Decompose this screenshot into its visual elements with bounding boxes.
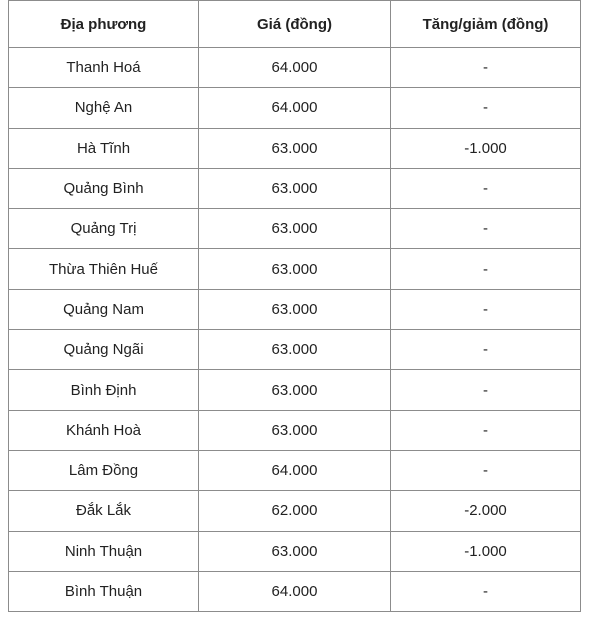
price-cell: 64.000 xyxy=(199,450,391,490)
table-row xyxy=(9,450,581,490)
change-cell: -1.000 xyxy=(391,128,581,168)
location-cell: Bình Thuận xyxy=(9,571,199,611)
location-cell: Thanh Hoá xyxy=(9,48,199,88)
table-row xyxy=(9,209,581,249)
price-table-container xyxy=(8,0,580,612)
change-cell: - xyxy=(391,48,581,88)
table-row xyxy=(9,48,581,88)
table-row xyxy=(9,491,581,531)
header-change: Tăng/giảm (đồng) xyxy=(391,1,581,48)
header-price: Giá (đồng) xyxy=(199,1,391,48)
change-cell: - xyxy=(391,410,581,450)
table-row xyxy=(9,168,581,208)
change-cell: -1.000 xyxy=(391,531,581,571)
table-row xyxy=(9,531,581,571)
change-cell: - xyxy=(391,571,581,611)
price-cell: 62.000 xyxy=(199,491,391,531)
table-row xyxy=(9,330,581,370)
change-cell: - xyxy=(391,450,581,490)
price-cell: 63.000 xyxy=(199,330,391,370)
price-cell: 63.000 xyxy=(199,289,391,329)
table-row xyxy=(9,88,581,128)
location-cell: Bình Định xyxy=(9,370,199,410)
price-cell: 63.000 xyxy=(199,168,391,208)
change-cell: - xyxy=(391,88,581,128)
location-cell: Thừa Thiên Huế xyxy=(9,249,199,289)
table-row xyxy=(9,249,581,289)
location-cell: Quảng Trị xyxy=(9,209,199,249)
change-cell: - xyxy=(391,289,581,329)
location-cell: Ninh Thuận xyxy=(9,531,199,571)
change-cell: - xyxy=(391,209,581,249)
price-cell: 64.000 xyxy=(199,48,391,88)
location-cell: Quảng Nam xyxy=(9,289,199,329)
price-table xyxy=(8,0,581,612)
table-header-row xyxy=(9,1,581,48)
table-row xyxy=(9,571,581,611)
change-cell: - xyxy=(391,330,581,370)
change-cell: -2.000 xyxy=(391,491,581,531)
price-cell: 63.000 xyxy=(199,370,391,410)
table-body xyxy=(9,48,581,612)
price-cell: 63.000 xyxy=(199,249,391,289)
location-cell: Lâm Đồng xyxy=(9,450,199,490)
header-location: Địa phương xyxy=(9,1,199,48)
change-cell: - xyxy=(391,249,581,289)
price-cell: 63.000 xyxy=(199,209,391,249)
location-cell: Đắk Lắk xyxy=(9,491,199,531)
location-cell: Khánh Hoà xyxy=(9,410,199,450)
price-cell: 64.000 xyxy=(199,88,391,128)
location-cell: Nghệ An xyxy=(9,88,199,128)
price-cell: 64.000 xyxy=(199,571,391,611)
location-cell: Quảng Bình xyxy=(9,168,199,208)
change-cell: - xyxy=(391,168,581,208)
table-row xyxy=(9,289,581,329)
table-row xyxy=(9,410,581,450)
table-row xyxy=(9,370,581,410)
change-cell: - xyxy=(391,370,581,410)
price-cell: 63.000 xyxy=(199,128,391,168)
location-cell: Hà Tĩnh xyxy=(9,128,199,168)
price-cell: 63.000 xyxy=(199,410,391,450)
table-row xyxy=(9,128,581,168)
location-cell: Quảng Ngãi xyxy=(9,330,199,370)
price-cell: 63.000 xyxy=(199,531,391,571)
